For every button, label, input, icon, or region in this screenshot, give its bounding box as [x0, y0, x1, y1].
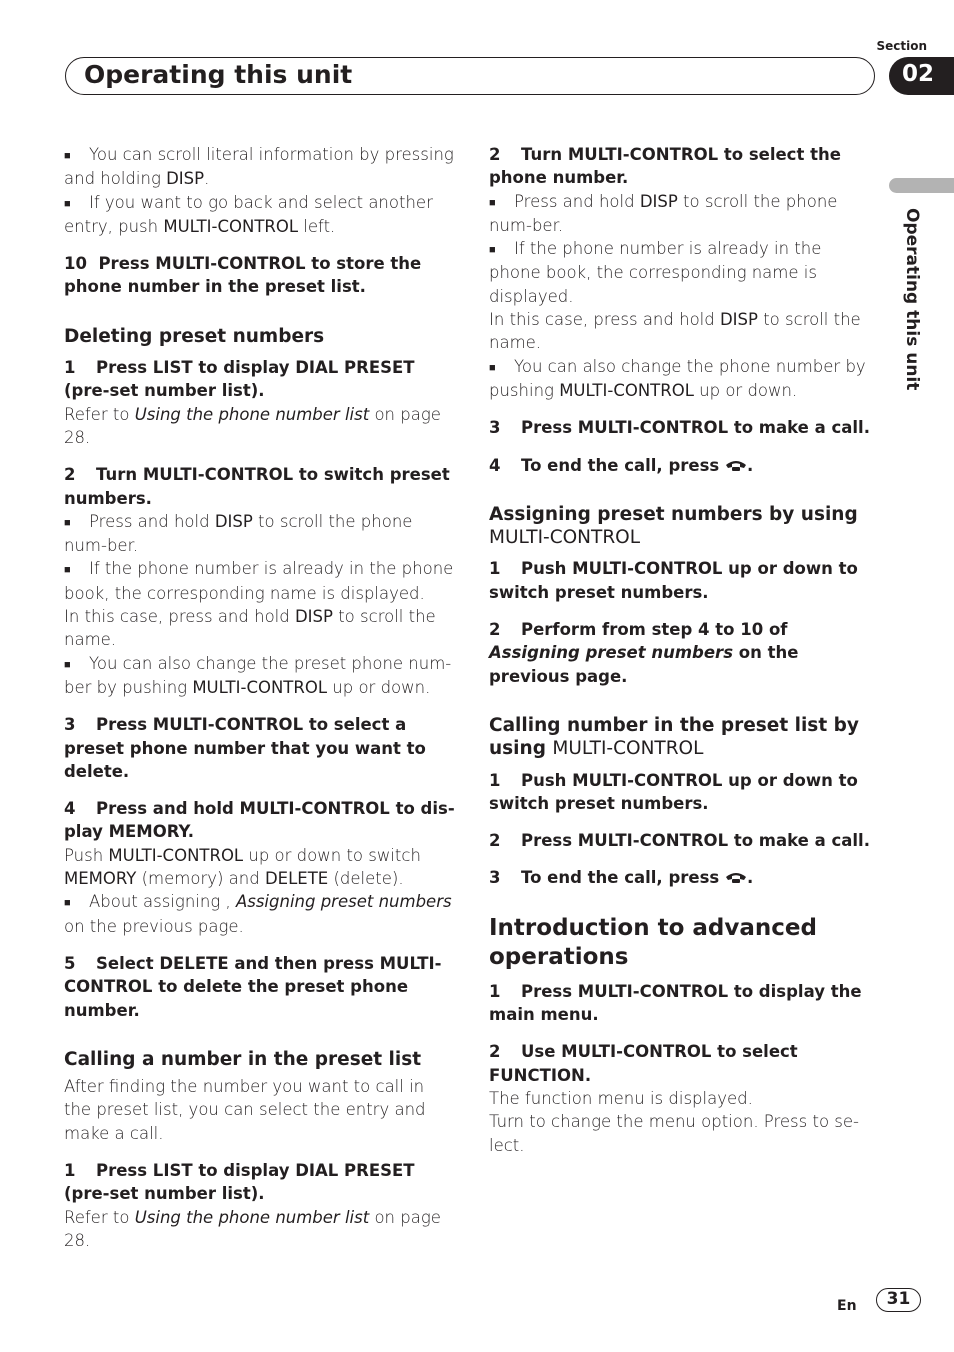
- step-select-4: 4 To end the call, press .: [489, 455, 754, 475]
- step-delete-5: 5 Select DELETE and then press MULTI-CONTROL to delete the preset phone number.: [64, 953, 442, 1020]
- heading-assigning-preset: Assigning preset numbers by using MULTI-CONTROL: [489, 503, 858, 549]
- phone-hangup-icon: [725, 459, 747, 472]
- step-assign-2: 2 Perform from step 4 to 10 of Assigning preset numbers on the previous page.: [489, 620, 799, 686]
- phone-hangup-icon: [725, 871, 747, 884]
- section-number: 02: [889, 57, 954, 95]
- list-item: ■ If you want to go back and select another entry, push MULTI-CONTROL left.: [64, 192, 433, 236]
- step-body: In this case, press and hold DISP to scroll the name.: [64, 607, 436, 650]
- language-label: En: [837, 1298, 857, 1314]
- list-item: ■ Press and hold DISP to scroll the phone num-ber.: [489, 191, 838, 235]
- list-item: ■ If the phone number is already in the phone book, the corresponding name is displayed.: [64, 559, 454, 603]
- step-body: Turn to change the menu option. Press to se-lect.: [489, 1112, 859, 1155]
- step-body: The function menu is displayed.: [489, 1088, 753, 1108]
- list-item: ■ If the phone number is already in the phone book, the corresponding name is displayed.: [489, 239, 822, 306]
- step-assign-1: 1 Push MULTI-CONTROL up or down to switch preset numbers.: [489, 559, 858, 602]
- step-delete-2: 2 Turn MULTI-CONTROL to switch preset numbers.: [64, 465, 450, 508]
- square-bullet-icon: ■: [489, 195, 496, 209]
- step-10: 10 Press MULTI-CONTROL to store the phone number in the preset list.: [64, 254, 422, 297]
- step-select-3: 3 Press MULTI-CONTROL to make a call.: [489, 418, 870, 438]
- list-item: ■ You can also change the preset phone num-ber by pushing MULTI-CONTROL up or down.: [64, 653, 452, 697]
- list-item: ■ You can also change the phone number by pushing MULTI-CONTROL up or down.: [489, 356, 866, 400]
- step-callpre-2: 2 Press MULTI-CONTROL to make a call.: [489, 831, 870, 851]
- step-body: Refer to Using the phone number list on page 28.: [64, 404, 441, 447]
- square-bullet-icon: ■: [64, 657, 71, 671]
- step-body: In this case, press and hold DISP to scroll the name.: [489, 310, 861, 353]
- square-bullet-icon: ■: [64, 149, 71, 162]
- heading-calling-preset: Calling a number in the preset list: [64, 1048, 422, 1070]
- step-delete-1: 1 Press LIST to display DIAL PRESET (pre-set number list).: [64, 358, 415, 401]
- heading-deleting-preset: Deleting preset numbers: [64, 325, 325, 347]
- list-item: ■ About assigning , Assigning preset numbers on the previous page.: [64, 892, 452, 936]
- square-bullet-icon: ■: [64, 515, 71, 529]
- side-section-label: Operating this unit: [902, 208, 922, 391]
- step-intro-2: 2 Use MULTI-CONTROL to select FUNCTION.: [489, 1042, 798, 1085]
- section-label: Section: [876, 39, 927, 53]
- step-body: Refer to Using the phone number list on page 28.: [64, 1207, 441, 1250]
- square-bullet-icon: ■: [489, 243, 496, 257]
- step-body: Push MULTI-CONTROL up or down to switch MEMORY (memory) and DELETE (delete).: [64, 845, 421, 889]
- step-callpre-3: 3 To end the call, press .: [489, 868, 754, 888]
- list-item: ■ You can scroll literal information by pressing and holding DISP.: [64, 145, 454, 189]
- step-call-1: 1 Press LIST to display DIAL PRESET (pre-set number list).: [64, 1160, 415, 1204]
- heading-intro-advanced: Introduction to advanced operations: [489, 914, 817, 970]
- square-bullet-icon: ■: [64, 896, 71, 910]
- side-tab-marker: [889, 178, 954, 193]
- heading-calling-number-preset: Calling number in the preset list by using MULTI-CONTROL: [489, 714, 859, 760]
- square-bullet-icon: ■: [489, 360, 496, 374]
- list-item: ■ Press and hold DISP to scroll the phone num-ber.: [64, 511, 413, 556]
- page-title: Operating this unit: [84, 60, 353, 89]
- step-delete-3: 3 Press MULTI-CONTROL to select a preset phone number that you want to delete.: [64, 715, 426, 781]
- page-number: 31: [876, 1288, 921, 1312]
- step-select-2: 2 Turn MULTI-CONTROL to select the phone number.: [489, 145, 841, 188]
- page-title-bar: [65, 57, 875, 95]
- square-bullet-icon: ■: [64, 196, 71, 210]
- left-column: [64, 143, 456, 1252]
- step-callpre-1: 1 Push MULTI-CONTROL up or down to switch preset numbers.: [489, 770, 858, 813]
- paragraph: After finding the number you want to call in the preset list, you can select the entry and make a call.: [64, 1077, 426, 1143]
- square-bullet-icon: ■: [64, 563, 71, 577]
- right-column: [489, 143, 871, 1157]
- step-intro-1: 1 Press MULTI-CONTROL to display the main menu.: [489, 981, 862, 1025]
- step-delete-4: 4 Press and hold MULTI-CONTROL to dis-play MEMORY.: [64, 799, 455, 842]
